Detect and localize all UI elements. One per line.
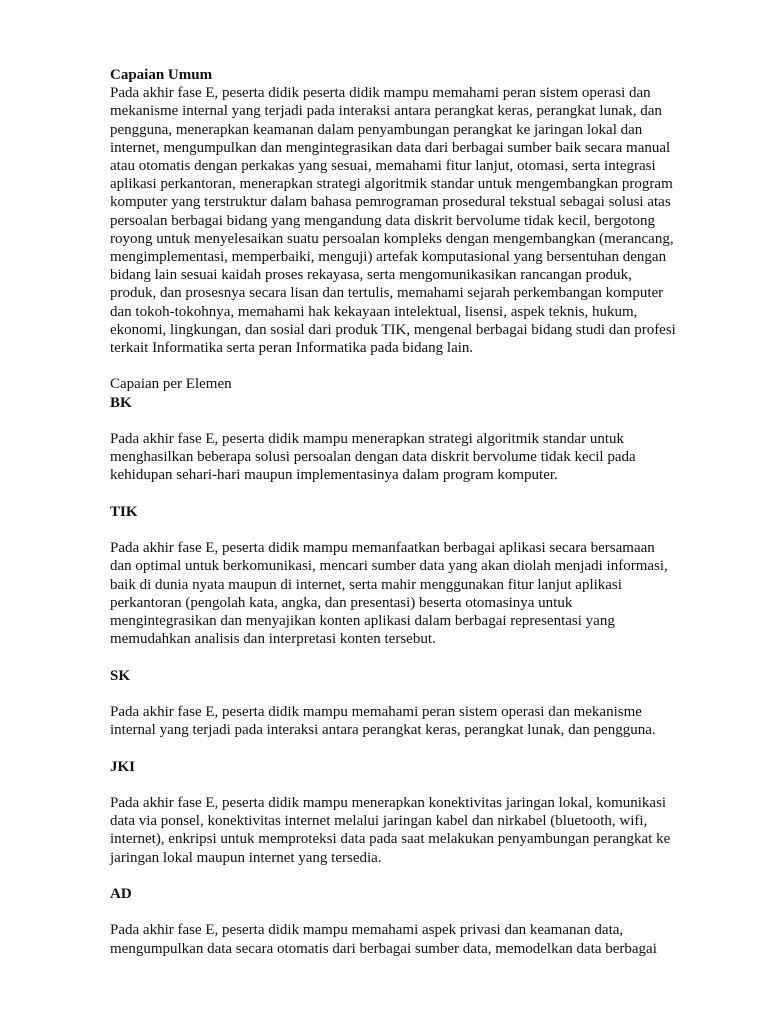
paragraph-line: Pada akhir fase E, peserta didik mampu menerapkan konektivitas jaringan lokal, komunikasi bbox=[110, 795, 667, 811]
spacer bbox=[110, 739, 700, 757]
paragraph-line: mengumpulkan data secara otomatis dari berbagai sumber data, memodelkan data berbagai bbox=[110, 940, 657, 957]
paragraph-line: mengintegrasikan dan menyajikan konten aplikasi dalam berbagai representasi yang bbox=[110, 613, 615, 630]
paragraph-line: jaringan lokal maupun internet yang tersedia. bbox=[110, 849, 382, 866]
paragraph-line: atau otomatis dengan perkakas yang sesuai, memahami fitur lanjut, otomasi, serta integrasi bbox=[110, 158, 656, 175]
spacer bbox=[110, 867, 700, 885]
section-paragraph-tik bbox=[110, 539, 700, 648]
section-heading-ad: AD bbox=[110, 886, 132, 902]
general-paragraph bbox=[110, 84, 700, 357]
section-paragraph-ad bbox=[110, 921, 700, 957]
paragraph-line: dan optimal untuk berkomunikasi, mencari sumber data yang akan diolah menjadi informasi, bbox=[110, 558, 668, 575]
paragraph-line: dan tokoh-tokohnya, memahami hak kekayaan intelektual, lisensi, aspek teknis, hukum, bbox=[110, 303, 638, 320]
paragraph-line: kehidupan sehari-hari maupun implementasinya dalam program komputer. bbox=[110, 467, 558, 484]
paragraph-line: menghasilkan beberapa solusi persoalan dengan data diskrit bervolume tidak kecil pada bbox=[110, 449, 636, 466]
paragraph-line: Pada akhir fase E, peserta didik mampu memahami peran sistem operasi dan mekanisme bbox=[110, 704, 642, 721]
paragraph-line: data via ponsel, konektivitas internet melalui jaringan kabel dan nirkabel (bluetooth, wifi, bbox=[110, 813, 648, 830]
section-paragraph-bk bbox=[110, 430, 700, 485]
spacer bbox=[110, 521, 700, 539]
general-title: Capaian Umum bbox=[110, 67, 213, 83]
document-page bbox=[110, 66, 700, 958]
paragraph-line: bidang lain sesuai kaidah proses rekayasa, serta mengomunikasikan rancangan produk, bbox=[110, 267, 632, 284]
section-heading-tik: TIK bbox=[110, 503, 138, 520]
paragraph-line: memudahkan analisis dan interpretasi konten tersebut. bbox=[110, 631, 436, 648]
paragraph-line: mengimplementasi, memperbaiki, menguji) artefak komputasional yang bersentuhan dengan bbox=[110, 249, 667, 266]
section-heading-sk: SK bbox=[110, 667, 131, 684]
paragraph-line: mekanisme internal yang terjadi pada interaksi antara perangkat keras, perangkat lunak, dan bbox=[110, 103, 662, 120]
paragraph-line: baik di dunia nyata maupun di internet, serta mahir menggunakan fitur lanjut aplikasi bbox=[110, 576, 622, 593]
paragraph-line: Pada akhir fase E, peserta didik mampu memahami aspek privasi dan keamanan data, bbox=[110, 922, 624, 939]
section-paragraph-jki bbox=[110, 794, 700, 867]
paragraph-line: produk, dan prosesnya secara lisan dan tertulis, memahami sejarah perkembangan komputer bbox=[110, 285, 664, 302]
paragraph-line: internet), enkripsi untuk memproteksi data pada saat melakukan penyambungan perangkat ke bbox=[110, 831, 671, 848]
paragraph-line: perkantoran (pengolah kata, angka, dan presentasi) beserta otomasinya untuk bbox=[110, 594, 573, 611]
paragraph-line: internet, mengumpulkan dan mengintegrasikan data dari berbagai sumber baik secara manual bbox=[110, 139, 671, 156]
section-heading-jki: JKI bbox=[110, 758, 136, 775]
elements-title: Capaian per Elemen bbox=[110, 376, 232, 393]
spacer bbox=[110, 648, 700, 666]
paragraph-line: persoalan berbagai bidang yang mengandung data diskrit bervolume tidak kecil, bergotong bbox=[110, 212, 655, 229]
spacer bbox=[110, 685, 700, 703]
section-paragraph-sk bbox=[110, 703, 700, 739]
spacer bbox=[110, 776, 700, 794]
spacer bbox=[110, 412, 700, 430]
paragraph-line: aplikasi perkantoran, menerapkan strategi algoritmik standar untuk mengembangkan program bbox=[110, 176, 673, 193]
section-heading-bk: BK bbox=[110, 394, 132, 411]
paragraph-line: pengguna, menerapkan keamanan dalam penyambungan perangkat ke jaringan lokal dan bbox=[110, 121, 643, 138]
paragraph-line: terkait Informatika serta peran Informatika pada bidang lain. bbox=[110, 340, 474, 357]
paragraph-line: internal yang terjadi pada interaksi antara perangkat keras, perangkat lunak, dan pengguna. bbox=[110, 722, 656, 739]
paragraph-line: Pada akhir fase E, peserta didik mampu memanfaatkan berbagai aplikasi secara bersamaan bbox=[110, 540, 655, 557]
paragraph-line: ekonomi, lingkungan, dan sosial dari produk TIK, mengenal berbagai bidang studi dan profesi bbox=[110, 321, 676, 338]
paragraph-line: komputer yang terstruktur dalam bahasa pemrograman prosedural tekstual sebagai solusi atas bbox=[110, 194, 671, 211]
paragraph-line: Pada akhir fase E, peserta didik mampu menerapkan strategi algoritmik standar untuk bbox=[110, 431, 625, 448]
spacer bbox=[110, 485, 700, 503]
spacer bbox=[110, 903, 700, 921]
paragraph-line: royong untuk menyelesaikan suatu persoalan kompleks dengan mengembangkan (merancang, bbox=[110, 230, 674, 247]
spacer bbox=[110, 357, 700, 375]
paragraph-line: Pada akhir fase E, peserta didik peserta didik mampu memahami peran sistem operasi dan bbox=[110, 85, 651, 102]
